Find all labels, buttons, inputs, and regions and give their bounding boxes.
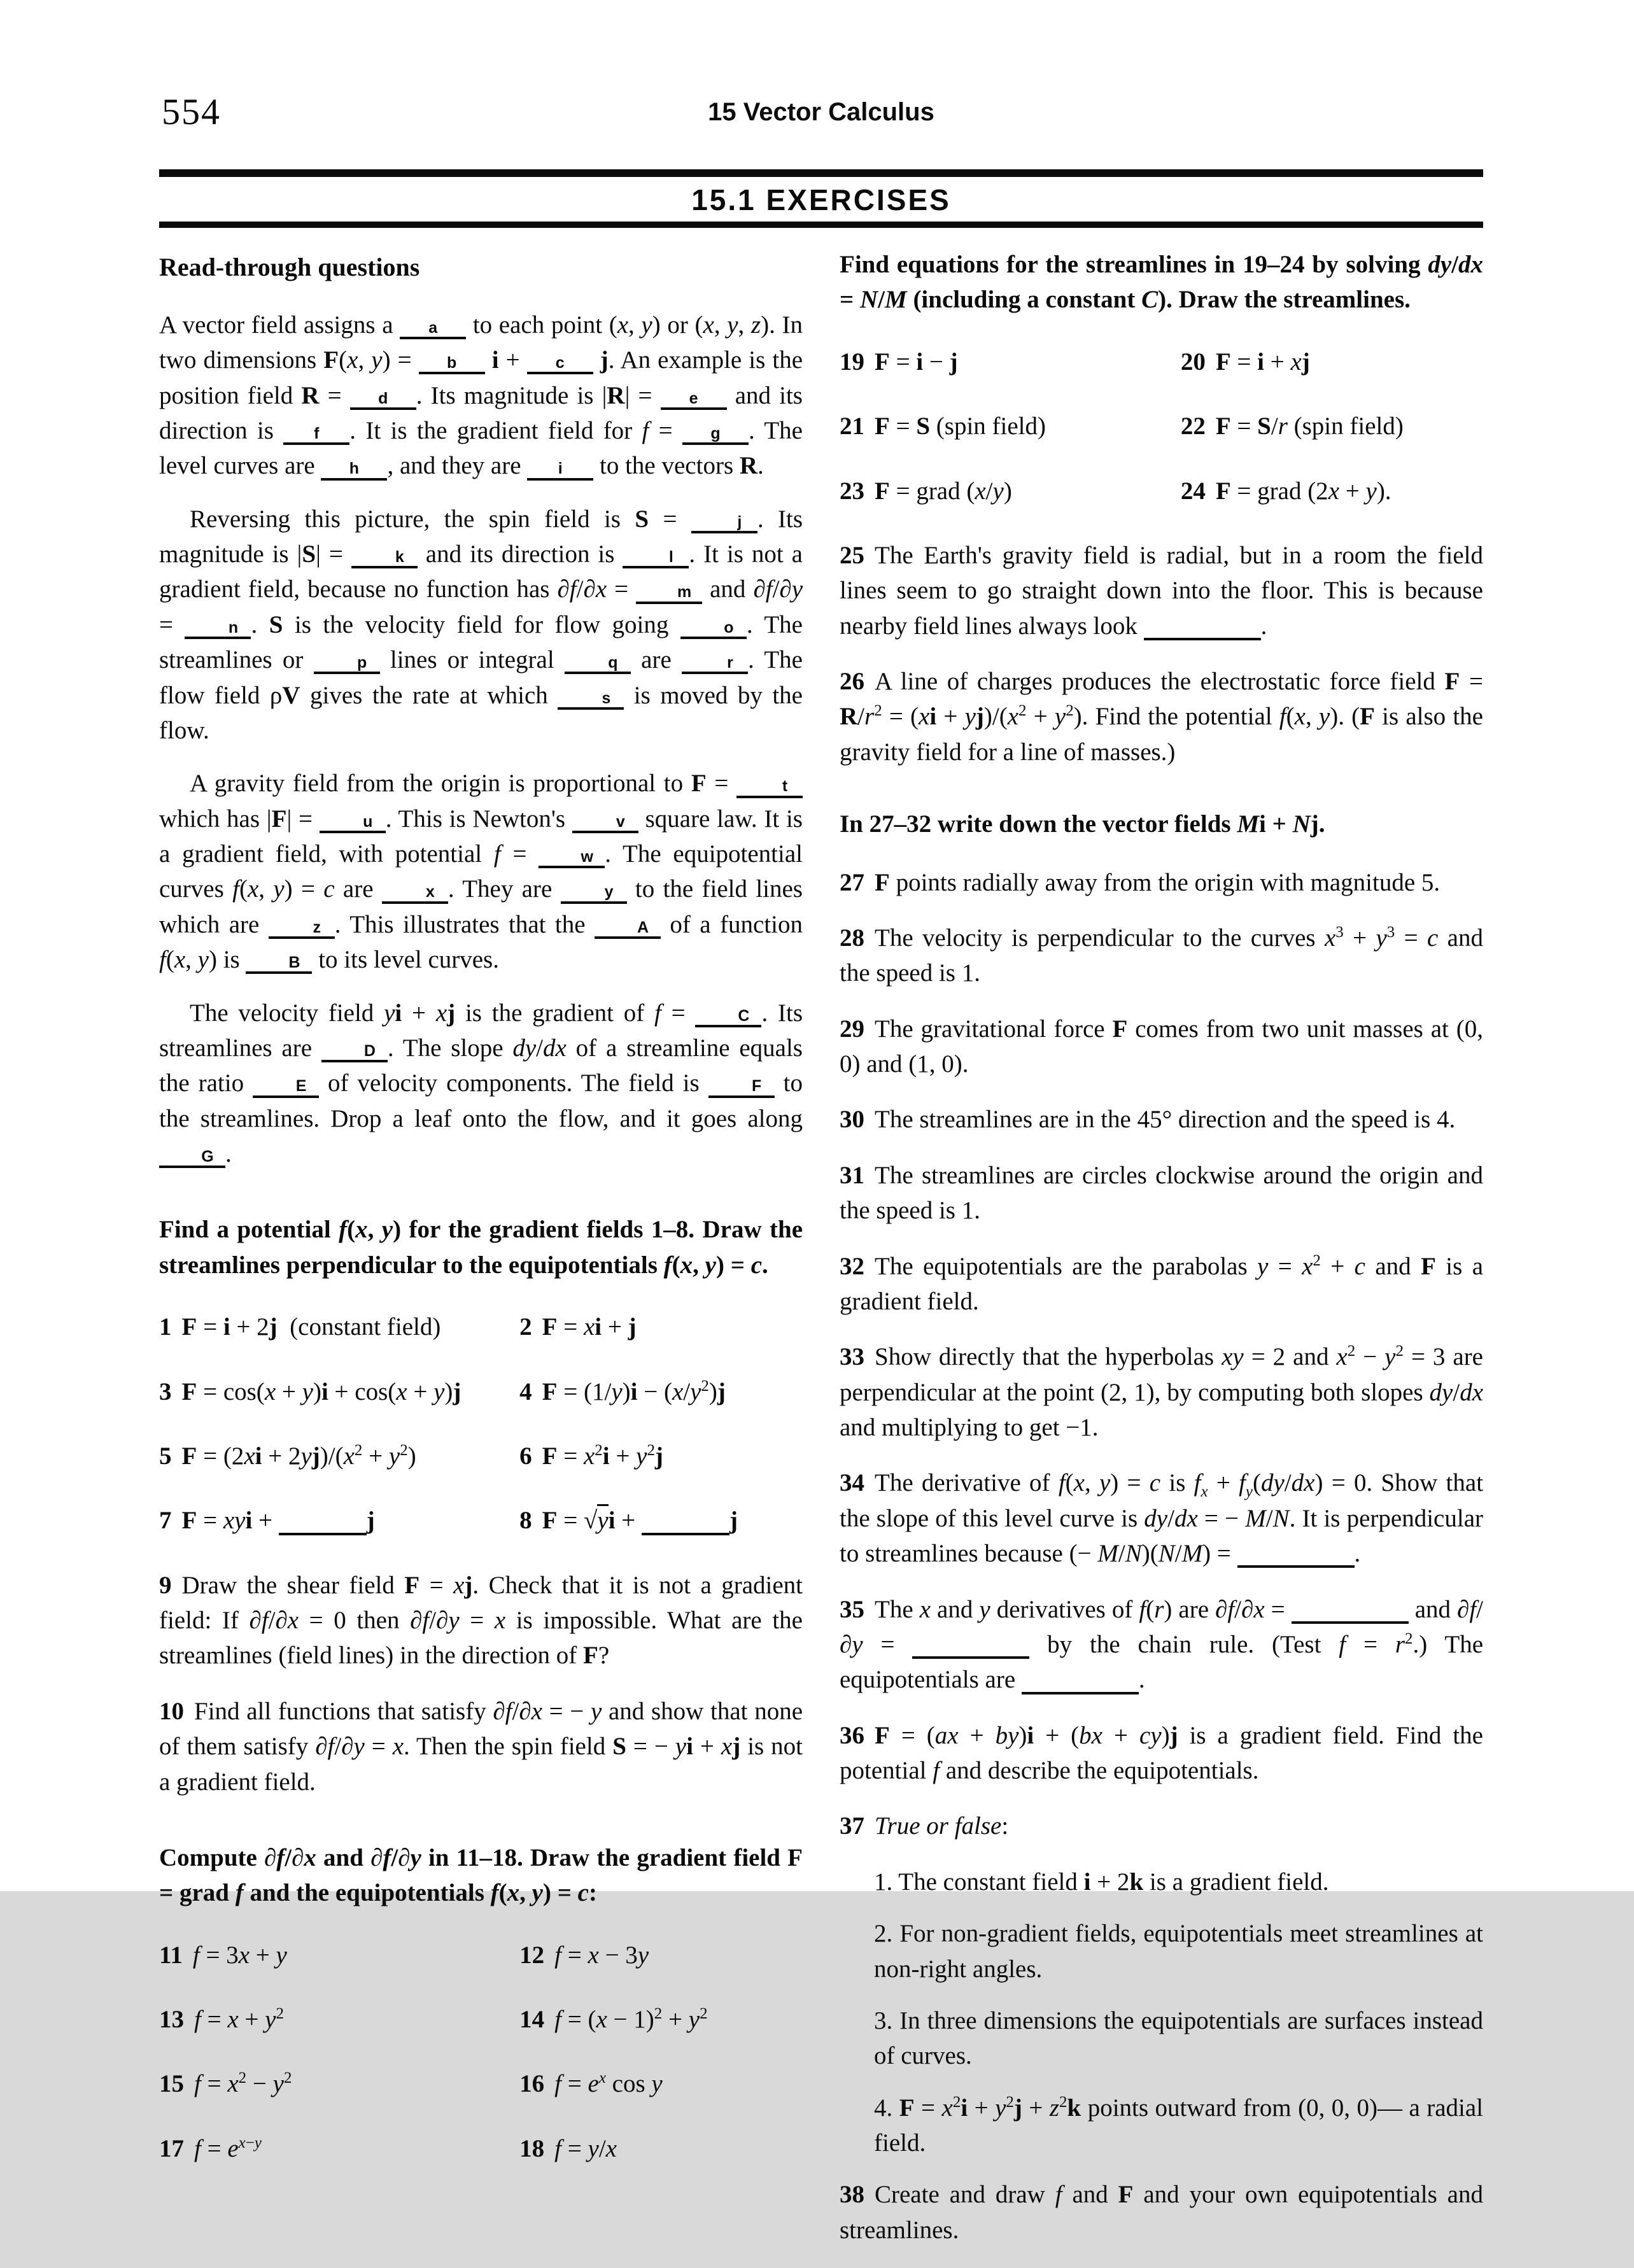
problem-8-number: 8 (519, 1507, 532, 1535)
problem-17 (159, 2131, 519, 2166)
problem-7-body: F = xyi + j (181, 1507, 375, 1535)
section-band (159, 169, 1483, 228)
problem-27-number: 27 (840, 868, 864, 896)
problem-4-body: $F = (1/y)i - (x/y^2)j$ (542, 1377, 726, 1405)
problem-30 (840, 1102, 1483, 1137)
problem-22-body: F = S/r (spin field) (1215, 412, 1404, 440)
read-through-heading: Read-through questions (159, 253, 420, 281)
problem-19 (840, 344, 1181, 379)
problems-row-21-22 (840, 409, 1483, 473)
problem-10 (159, 1694, 803, 1800)
problem-4 (519, 1374, 803, 1409)
instruction-problems-1-8: Find a potential f(x, y) for the gradient fields 1–8. Draw the streamlines perpendicular to the equipotentials f(x, y) = c. (159, 1216, 803, 1279)
problem-28-body: The velocity is perpendicular to the curves $x^3 + y^3 = c$ and the speed is 1. (840, 923, 1483, 987)
problems-row-19-20 (840, 344, 1483, 409)
right-column (840, 247, 1483, 2268)
problem-33-number: 33 (840, 1343, 864, 1371)
problem-12-number: 12 (519, 1941, 545, 1969)
problem-27 (840, 865, 1483, 900)
problem-35-body: The x and y derivatives of f(r) are ∂f/∂x = and ∂f/∂y = by the chain rule. (Test $f = r^2$.) The equipotentials are . (840, 1595, 1484, 1694)
problem-18-number: 18 (519, 2134, 545, 2162)
problem-13-body: $f = x + y^2$ (194, 2005, 284, 2034)
two-column-body (159, 247, 1483, 2268)
problem-15-body: $f = x^2 - y^2$ (194, 2069, 292, 2098)
problem-9-number: 9 (159, 1571, 172, 1599)
problems-row-1-2 (159, 1309, 803, 1374)
problems-row-5-6 (159, 1439, 803, 1503)
problem-34 (840, 1465, 1483, 1571)
problem-25-body: The Earth's gravity field is radial, but in a room the field lines seem to go straight down into the floor. This is because nearby field lines always look . (840, 541, 1483, 640)
problem-37-item-2: 2. For non-gradient fields, equipotentials meet streamlines at non-right angles. (874, 1920, 1483, 1983)
problem-37-item-1: 1. The constant field i + 2k is a gradient field. (874, 1868, 1329, 1896)
problem-20 (1181, 344, 1483, 379)
problem-3 (159, 1374, 519, 1409)
problem-21-body: F = S (spin field) (875, 412, 1046, 440)
problem-9 (159, 1568, 803, 1673)
problem-31 (840, 1158, 1483, 1229)
read-through-para-j-s: Reversing this picture, the spin field is S = j . Its magnitude is |S| = k and its direction is l . It is not a gradient field, because no function has ∂f/∂x = m and ∂f/∂y = n . S is the velocity field for flow going o . The streamlines or p lines or integral q are r . The flow field ρV gives the rate at which s is moved by the flow. (159, 505, 803, 744)
problem-14 (519, 2002, 803, 2037)
problem-5 (159, 1439, 519, 1474)
problem-16-number: 16 (519, 2070, 545, 2098)
problem-3-number: 3 (159, 1377, 172, 1405)
problem-20-number: 20 (1180, 348, 1206, 376)
problem-12-body: f = x − 3y (554, 1941, 649, 1969)
problem-6-body: $F = x^2i + y^2j$ (542, 1441, 663, 1470)
problem-14-body: $f = (x - 1)^2 + y^2$ (554, 2005, 708, 2034)
problem-6 (519, 1439, 803, 1474)
problem-25 (840, 538, 1483, 644)
problem-38-body: Create and draw f and F and your own equipotentials and streamlines. (840, 2181, 1483, 2244)
problem-19-body: F = i − j (875, 348, 958, 376)
problem-4-number: 4 (519, 1377, 532, 1405)
problem-31-body: The streamlines are circles clockwise around the origin and the speed is 1. (840, 1161, 1483, 1225)
problem-24 (1181, 474, 1483, 509)
problem-20-body: F = i + xj (1215, 348, 1310, 376)
problem-29-number: 29 (840, 1015, 864, 1043)
problem-8-body: F = √yi + j (542, 1507, 738, 1534)
problem-18-body: f = y/x (554, 2134, 617, 2162)
problem-32-number: 32 (840, 1252, 864, 1280)
problem-11-body: f = 3x + y (192, 1941, 287, 1969)
problem-34-number: 34 (840, 1469, 864, 1497)
left-column (159, 247, 803, 2268)
problems-row-15-16 (159, 2066, 803, 2131)
read-through-para-C-G: The velocity field yi + xj is the gradient of f = C . Its streamlines are D . The slope dy/dx of a streamline equals the ratio E of velocity components. The field is F to the streamlines. Drop a leaf onto the flow, and it goes along G . (159, 999, 803, 1168)
problem-23 (840, 474, 1181, 509)
problem-12 (519, 1938, 803, 1973)
bottom-rule (159, 222, 1483, 228)
top-rule (159, 169, 1483, 177)
problem-32-body: The equipotentials are the parabolas $y = x^2 + c$ and F is a gradient field. (840, 1251, 1483, 1315)
problem-38 (840, 2177, 1483, 2248)
problems-row-17-18 (159, 2131, 803, 2195)
problem-22-number: 22 (1180, 412, 1206, 440)
problem-10-body: Find all functions that satisfy ∂f/∂x = − y and show that none of them satisfy ∂f/∂y = x. Then the spin field S = − yi + xj is not a gradient field. (159, 1697, 803, 1796)
problem-3-body: F = cos(x + y)i + cos(x + y)j (181, 1377, 461, 1405)
problem-25-number: 25 (840, 541, 864, 569)
problem-15-number: 15 (159, 2070, 184, 2098)
problem-37 (840, 1808, 1483, 1843)
problem-26-number: 26 (840, 668, 864, 695)
problem-37-item-4: 4. $F = x^2i + y^2j + z^2k$ points outward from (0, 0, 0)— a radial field. (874, 2093, 1484, 2157)
instruction-problems-11-18: Compute ∂f/∂x and ∂f/∂y in 11–18. Draw the gradient field F = grad f and the equipotentials f(x, y) = c: (159, 1843, 803, 1907)
problem-26 (840, 664, 1483, 770)
problem-21 (840, 409, 1181, 444)
problem-28-number: 28 (840, 924, 864, 952)
problems-row-11-12 (159, 1938, 803, 2002)
problem-8 (519, 1503, 803, 1538)
problem-9-body: Draw the shear field F = xj. Check that it is not a gradient field: If ∂f/∂x = 0 then ∂f/∂y = x is impossible. What are the streamlines (field lines) in the direction of F? (159, 1571, 803, 1670)
problem-10-number: 10 (159, 1697, 184, 1725)
problem-37-intro: True or false: (875, 1812, 1009, 1840)
problem-17-body: $f = e^{x-y}$ (194, 2134, 262, 2162)
instruction-problems-19-24: Find equations for the streamlines in 19–24 by solving dy/dx = N/M (including a constant C). Draw the streamlines. (840, 251, 1483, 314)
problem-11-number: 11 (159, 1941, 183, 1969)
problem-7 (159, 1503, 519, 1538)
problem-33 (840, 1339, 1483, 1445)
problem-17-number: 17 (159, 2134, 184, 2162)
problem-36 (840, 1718, 1483, 1789)
problem-16-body: $f = e^x$ cos y (554, 2069, 663, 2098)
problem-11 (159, 1938, 519, 1973)
problems-row-7-8 (159, 1503, 803, 1567)
problem-31-number: 31 (840, 1161, 864, 1189)
problem-2 (519, 1309, 803, 1344)
problem-15 (159, 2066, 519, 2101)
problem-14-number: 14 (519, 2006, 545, 2034)
problem-30-body: The streamlines are in the 45° direction and the speed is 4. (875, 1106, 1456, 1134)
problem-26-body: A line of charges produces the electrostatic force field $F = R/r^2 = (xi + yj)/(x^2 + y^2)$. Find the potential f(x, y). (F is also the gravity field for a line of masses.) (840, 668, 1483, 766)
problem-1 (159, 1309, 519, 1344)
problem-13-number: 13 (159, 2006, 184, 2034)
problem-6-number: 6 (519, 1442, 532, 1470)
problem-29 (840, 1011, 1483, 1082)
problems-row-23-24 (840, 474, 1483, 538)
problem-37-item-3: 3. In three dimensions the equipotentials are surfaces instead of curves. (874, 2006, 1483, 2070)
problem-21-number: 21 (840, 412, 864, 440)
read-through-para-a-i: A vector field assigns a a to each point (x, y) or (x, y, z). In two dimensions F(x, y) = b i + c j. An example is the position field R = d . Its magnitude is |R| = e and its direction is f . It is the gradient field for f = g . The level curves are h , and they are i to the vectors R. (159, 311, 803, 480)
problem-13 (159, 2002, 519, 2037)
section-title: 15.1 EXERCISES (691, 183, 951, 216)
problem-23-number: 23 (840, 477, 864, 505)
problems-row-3-4 (159, 1374, 803, 1439)
problem-22 (1181, 409, 1483, 444)
problem-1-number: 1 (159, 1313, 172, 1341)
problem-32 (840, 1249, 1483, 1320)
problem-7-number: 7 (159, 1507, 172, 1535)
problem-5-number: 5 (159, 1442, 172, 1470)
problem-29-body: The gravitational force F comes from two unit masses at (0, 0) and (1, 0). (840, 1015, 1483, 1078)
problem-30-number: 30 (840, 1106, 864, 1134)
problem-16 (519, 2066, 803, 2101)
chapter-heading: 15 Vector Calculus (708, 98, 934, 126)
problem-23-body: F = grad (x/y) (875, 477, 1012, 505)
problem-24-body: F = grad (2x + y). (1215, 477, 1391, 505)
problem-34-body: The derivative of f(x, y) = c is $f_x + f_y(dy/dx) = 0$. Show that the slope of this level curve is dy/dx = − M/N. It is perpendicular to streamlines because (− M/N)(N/M) = . (840, 1469, 1484, 1568)
problem-5-body: $F = (2xi + 2yj)/(x^2 + y^2)$ (181, 1441, 416, 1470)
problem-35 (840, 1592, 1483, 1698)
problem-1-body: F = i + 2j (constant field) (181, 1313, 441, 1341)
problem-35-number: 35 (840, 1595, 864, 1623)
problem-37-number: 37 (840, 1812, 864, 1840)
page-header (159, 91, 1483, 169)
page-number: 554 (162, 91, 221, 132)
problem-36-body: F = (ax + by)i + (bx + cy)j is a gradient field. Find the potential f and describe the equipotentials. (840, 1721, 1483, 1784)
problem-24-number: 24 (1180, 477, 1206, 505)
problems-row-13-14 (159, 2002, 803, 2066)
read-through-para-t-B: A gravity field from the origin is proportional to F = t which has |F| = u . This is Newton's v square law. It is a gradient field, with potential f = w . The equipotential curves f(x, y) = c are x . They are y to the field lines which are z . This illustrates that the A of a function f(x, y) is B to its level curves. (159, 770, 803, 974)
problem-19-number: 19 (840, 348, 864, 376)
problem-38-number: 38 (840, 2181, 864, 2209)
problem-2-body: F = xi + j (542, 1313, 637, 1341)
problem-2-number: 2 (519, 1313, 532, 1341)
problem-36-number: 36 (840, 1721, 864, 1749)
problem-33-body: Show directly that the hyperbolas xy = 2 and $x^2 - y^2 = 3$ are perpendicular at the point (2, 1), by computing both slopes dy/dx and multiplying to get −1. (840, 1342, 1483, 1441)
problem-27-body: F points radially away from the origin with magnitude 5. (875, 868, 1440, 896)
problem-18 (519, 2131, 803, 2166)
problem-28 (840, 920, 1483, 991)
instruction-problems-27-32: In 27–32 write down the vector fields Mi + Nj. (840, 810, 1325, 838)
